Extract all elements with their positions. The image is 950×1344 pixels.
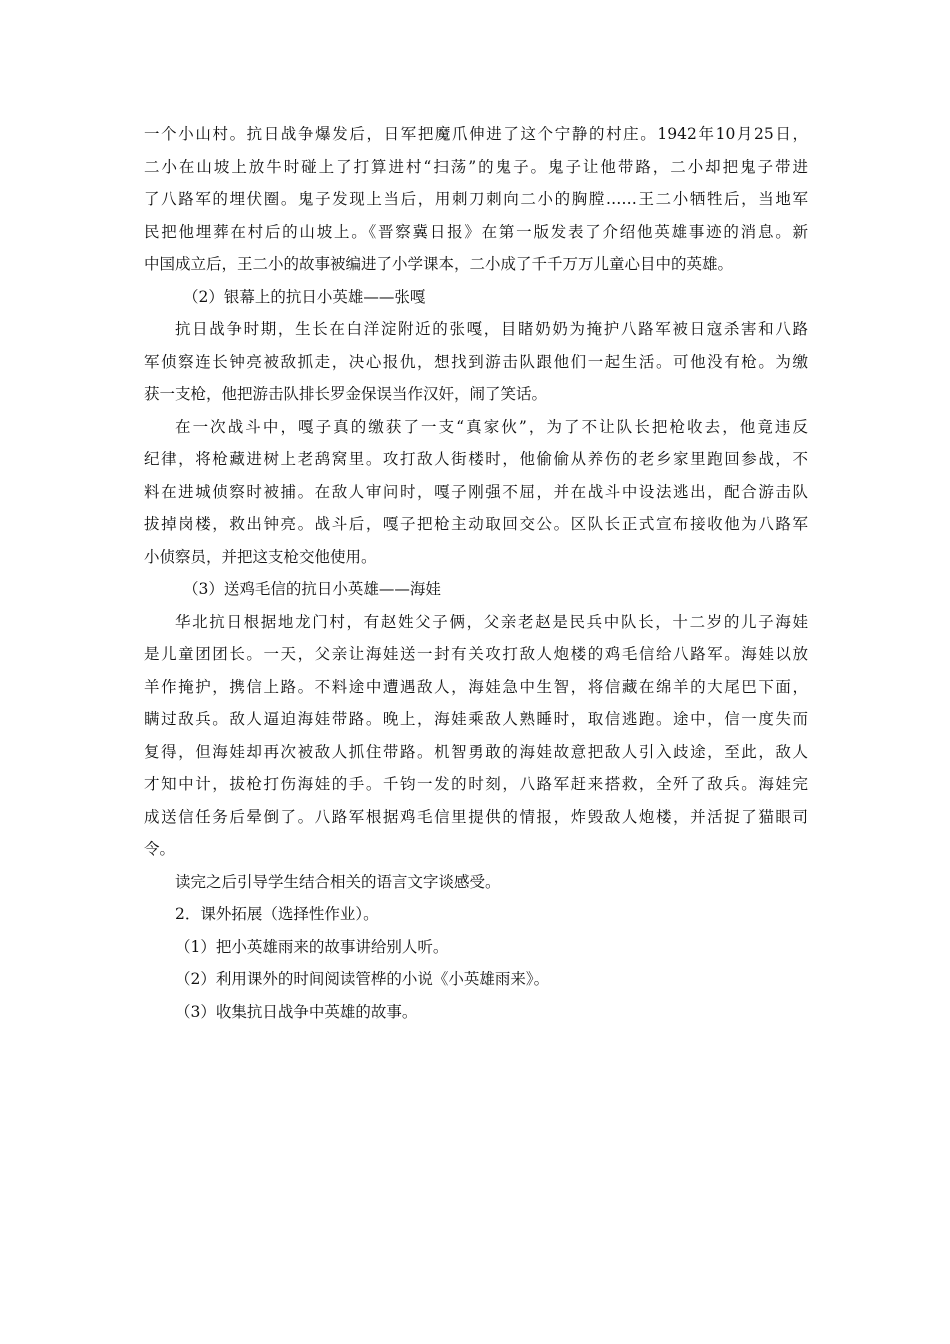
paragraph-line: 令。 (144, 840, 176, 858)
paragraph-line: 获一支枪，他把游击队排长罗金保误当作汉奸，闹了笑话。 (144, 385, 548, 403)
homework-task: （1）把小英雄雨来的故事讲给别人听。 (175, 937, 449, 956)
paragraph-line: 在一次战斗中，嘎子真的缴获了一支“真家伙”，为了不让队长把枪收去，他竟违反 (175, 417, 808, 436)
paragraph-line: 军侦察连长钟亮被敌抓走，决心报仇，想找到游击队跟他们一起生活。可他没有枪。为缴 (144, 352, 808, 371)
story-zhang-ga-paragraph-1 (144, 313, 808, 411)
paragraph-line: 复得，但海娃却再次被敌人抓住带路。机智勇敢的海娃故意把敌人引入歧途，至此，敌人 (144, 742, 808, 761)
paragraph-line: 民把他埋葬在村后的山坡上。《晋察冀日报》在第一版发表了介绍他英雄事迹的消息。新 (144, 222, 808, 241)
paragraph-line: 成送信任务后晕倒了。八路军根据鸡毛信里提供的情报，炸毁敌人炮楼，并活捉了猫眼司 (144, 807, 808, 826)
section-title-extension: 2．课外拓展（选择性作业）。 (175, 905, 379, 923)
story-zhang-ga-paragraph-2 (144, 411, 808, 574)
homework-task: （3）收集抗日战争中英雄的故事。 (175, 1002, 418, 1021)
homework-task-list (144, 931, 808, 1029)
paragraph-line: 二小在山坡上放牛时碰上了打算进村“扫荡”的鬼子。鬼子让他带路，二小却把鬼子带进 (144, 157, 808, 176)
homework-task: （2）利用课外的时间阅读管桦的小说《小英雄雨来》。 (175, 970, 550, 988)
story-wang-erxiao-paragraph (144, 118, 808, 281)
paragraph-line: 料在进城侦察时被捕。在敌人审问时，嘎子刚强不屈，并在战斗中设法逃出，配合游击队 (144, 482, 808, 501)
story-hai-wa-paragraph (144, 606, 808, 866)
paragraph-line: 拔掉岗楼，救出钟亮。战斗后，嘎子把枪主动取回交公。区队长正式宣布接收他为八路军 (144, 515, 808, 533)
paragraph-line: 一个小山村。抗日战争爆发后，日军把魔爪伸进了这个宁静的村庄。1942年10月25日， (144, 125, 808, 143)
paragraph-line: 才知中计，拔枪打伤海娃的手。千钧一发的时刻，八路军赶来搭救，全歼了敌兵。海娃完 (144, 775, 808, 793)
heading-hai-wa: （3）送鸡毛信的抗日小英雄——海娃 (183, 580, 441, 598)
paragraph-line: 小侦察员，并把这支枪交他使用。 (144, 547, 377, 566)
paragraph-line: 华北抗日根据地龙门村，有赵姓父子俩，父亲老赵是民兵中队长，十二岁的儿子海娃 (175, 612, 808, 631)
paragraph-line: 中国成立后，王二小的故事被编进了小学课本，二小成了千千万万儿童心目中的英雄。 (144, 255, 734, 273)
document-page (144, 118, 808, 1028)
paragraph-line: 羊作掩护，携信上路。不料途中遭遇敌人，海娃急中生智，将信藏在绵羊的大尾巴下面， (144, 677, 808, 696)
paragraph-line: 抗日战争时期，生长在白洋淀附近的张嘎，目睹奶奶为掩护八路军被日寇杀害和八路 (175, 320, 808, 338)
guide-instruction: 读完之后引导学生结合相关的语言文字谈感受。 (175, 872, 501, 891)
paragraph-line: 瞒过敌兵。敌人逼迫海娃带路。晚上，海娃乘敌人熟睡时，取信逃跑。途中，信一度失而 (144, 710, 808, 728)
paragraph-line: 了八路军的埋伏圈。鬼子发现上当后，用刺刀刺向二小的胸膛……王二小牺牲后，当地军 (144, 190, 808, 208)
paragraph-line: 纪律，将枪藏进树上老鸹窝里。攻打敌人街楼时，他偷偷从养伤的老乡家里跑回参战，不 (144, 450, 808, 468)
heading-zhang-ga: （2）银幕上的抗日小英雄——张嘎 (183, 287, 426, 306)
paragraph-line: 是儿童团团长。一天，父亲让海娃送一封有关攻打敌人炮楼的鸡毛信给八路军。海娃以放 (144, 645, 808, 663)
